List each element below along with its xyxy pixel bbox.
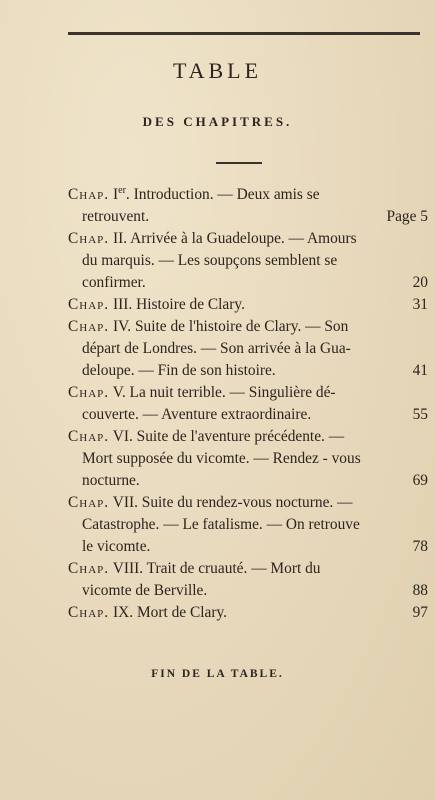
chapter-number-sup: er: [118, 184, 126, 196]
chapter-title-line: Mort de Clary.: [136, 604, 227, 621]
chapter-title-line: Arrivée à la Guadeloupe. — Amours: [130, 230, 357, 247]
page-number: 55: [412, 406, 428, 423]
chapter-title-line: confirmer.: [82, 274, 146, 291]
toc-line: [68, 580, 428, 602]
toc-entry: [68, 382, 428, 426]
end-of-table-label: FIN DE LA TABLE.: [151, 668, 284, 680]
page-number: 20: [412, 274, 428, 291]
toc-entry: [68, 294, 428, 316]
chapter-number: IX.: [112, 604, 134, 621]
chapter-title-line: nocturne.: [82, 472, 140, 489]
chapter-title-line: Catastrophe. — Le fatalisme. — On retrouve: [82, 516, 360, 533]
chapter-title-line: retrouvent.: [82, 208, 150, 225]
page-number: 97: [412, 604, 428, 621]
chapter-prefix: Chap.: [68, 604, 110, 621]
toc-line: [68, 426, 428, 448]
chapter-prefix: Chap.: [68, 318, 110, 335]
chapter-title-line: couverte. — Aventure extraordinaire.: [82, 406, 312, 423]
toc-line: [68, 360, 428, 382]
page-number: 69: [412, 472, 428, 489]
table-of-contents: [68, 184, 428, 624]
toc-line: [68, 316, 428, 338]
chapter-number: VI.: [112, 428, 133, 445]
chapter-number: III.: [112, 296, 133, 313]
chapter-prefix: Chap.: [68, 230, 110, 247]
page-subtitle: DES CHAPITRES.: [142, 114, 293, 129]
toc-entry: [68, 184, 428, 228]
toc-line-text: [68, 294, 245, 316]
toc-line-text: [68, 602, 227, 624]
chapter-title-line: deloupe. — Fin de son histoire.: [82, 362, 276, 379]
page-number: Page 5: [386, 208, 428, 225]
chapter-number: VII.: [112, 494, 138, 511]
chapter-title-line: Suite de l'histoire de Clary. — Son: [134, 318, 349, 335]
page-title: TABLE: [172, 58, 263, 83]
toc-entry: [68, 602, 428, 624]
toc-entry: [68, 316, 428, 382]
page-number: 41: [412, 362, 428, 379]
chapter-number: II.: [112, 230, 128, 247]
toc-line: [68, 602, 428, 624]
chapter-title-line: vicomte de Berville.: [82, 582, 208, 599]
page-number: 88: [412, 582, 428, 599]
page-number: 78: [412, 538, 428, 555]
chapter-prefix: Chap.: [68, 186, 110, 203]
chapter-prefix: Chap.: [68, 384, 110, 401]
chapter-prefix: Chap.: [68, 428, 110, 445]
top-rule: [68, 32, 420, 35]
chapter-number: VIII.: [112, 560, 144, 577]
toc-line: [68, 184, 428, 206]
chapter-title-line: Trait de cruauté. — Mort du: [146, 560, 321, 577]
toc-entry: [68, 558, 428, 602]
chapter-number: V.: [112, 384, 126, 401]
page-number: 31: [412, 296, 428, 313]
divider-rule: [216, 162, 262, 164]
toc-line: [68, 228, 428, 250]
toc-line: [68, 470, 428, 492]
toc-entry: [68, 426, 428, 492]
chapter-title-line: départ de Londres. — Son arrivée à la Gua-: [82, 340, 351, 357]
toc-line: [68, 294, 428, 316]
toc-line: [68, 272, 428, 294]
chapter-number: IV.: [112, 318, 132, 335]
chapter-title-line: du marquis. — Les soupçons semblent se: [82, 252, 338, 269]
toc-line: [68, 492, 428, 514]
chapter-prefix: Chap.: [68, 494, 110, 511]
chapter-prefix: Chap.: [68, 560, 110, 577]
toc-line: [68, 558, 428, 580]
toc-line: [68, 206, 428, 228]
toc-line: [68, 404, 428, 426]
chapter-title-line: Mort supposée du vicomte. — Rendez - vous: [82, 450, 361, 467]
toc-line: [68, 536, 428, 558]
chapter-title-line: Introduction. — Deux amis se: [133, 186, 320, 203]
chapter-title-line: La nuit terrible. — Singulière dé-: [129, 384, 336, 401]
chapter-title-line: Suite de l'aventure précédente. —: [136, 428, 345, 445]
chapter-prefix: Chap.: [68, 296, 110, 313]
chapter-title-line: Suite du rendez-vous nocturne. —: [141, 494, 353, 511]
toc-entry: [68, 228, 428, 294]
spacer: .: [125, 186, 130, 203]
chapter-title-line: Histoire de Clary.: [136, 296, 245, 313]
toc-line: [68, 382, 428, 404]
toc-line-text: [68, 184, 320, 206]
toc-entry: [68, 492, 428, 558]
chapter-title-line: le vicomte.: [82, 538, 151, 555]
chapter-number: I: [112, 186, 119, 203]
